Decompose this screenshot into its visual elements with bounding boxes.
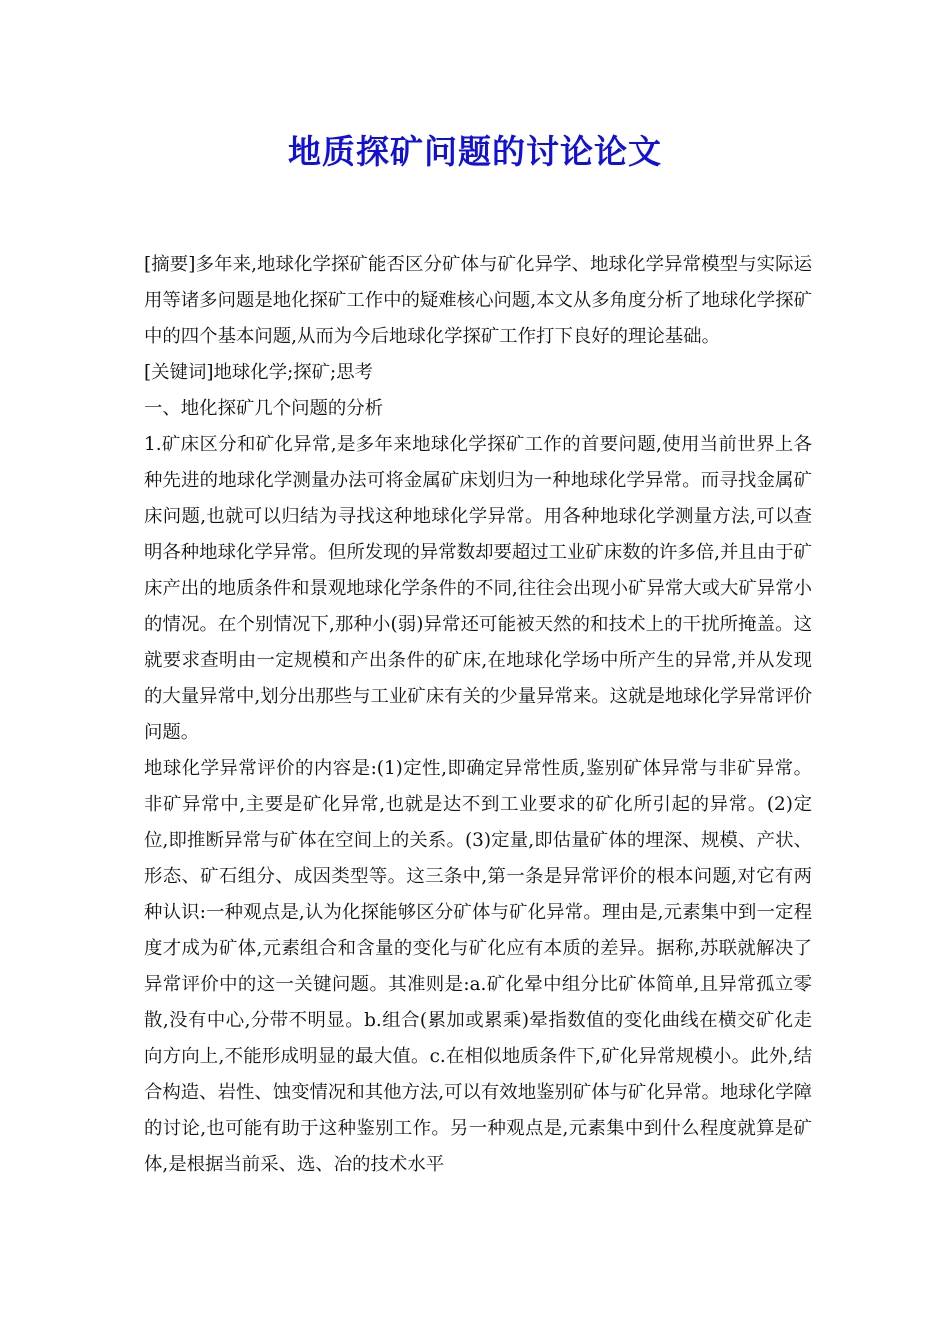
document-body [144, 247, 812, 1183]
body-paragraph: 地球化学异常评价的内容是:(1)定性,即确定异常性质,鉴别矿体异常与非矿异常。非矿异常中,主要是矿化异常,也就是达不到工业要求的矿化所引起的异常。(2)定位,即推断异常与矿体在空间上的关系。(3)定量,即估量矿体的埋深、规模、产状、形态、矿石组分、成因类型等。这三条中,第一条是异常评价的根本问题,对它有两种认识:一种观点是,认为化探能够区分矿体与矿化异常。理由是,元素集中到一定程度才成为矿体,元素组合和含量的变化与矿化应有本质的差异。据称,苏联就解决了异常评价中的这一关键问题。其准则是:a.矿化晕中组分比矿体简单,且异常孤立零散,没有中心,分带不明显。b.组合(累加或累乘)晕指数值的变化曲线在横交矿化走向方向上,不能形成明显的最大值。c.在相似地质条件下,矿化异常规模小。此外,结合构造、岩性、蚀变情况和其他方法,可以有效地鉴别矿体与矿化异常。地球化学障的讨论,也可能有助于这种鉴别工作。另一种观点是,元素集中到什么程度就算是矿体,是根据当前采、选、冶的技术水平 [144, 758, 812, 1175]
section-heading: 一、地化探矿几个问题的分析 [144, 398, 384, 419]
abstract-paragraph: [摘要]多年来,地球化学探矿能否区分矿体与矿化异学、地球化学异常模型与实际运用等诸多问题是地化探矿工作中的疑难核心问题,本文从多角度分析了地球化学探矿中的四个基本问题,从而为今后地球化学探矿工作打下良好的理论基础。 [144, 254, 812, 347]
body-paragraph: 1.矿床区分和矿化异常,是多年来地球化学探矿工作的首要问题,使用当前世界上各种先进的地球化学测量办法可将金属矿床划归为一种地球化学异常。而寻找金属矿床问题,也就可以归结为寻找这种地球化学异常。用各种地球化学测量方法,可以查明各种地球化学异常。但所发现的异常数却要超过工业矿床数的许多倍,并且由于矿床产出的地质条件和景观地球化学条件的不同,往往会出现小矿异常大或大矿异常小的情况。在个别情况下,那种小(弱)异常还可能被天然的和技术上的干扰所掩盖。这就要求查明由一定规模和产出条件的矿床,在地球化学场中所产生的异常,并从发现的大量异常中,划分出那些与工业矿床有关的少量异常来。这就是地球化学异常评价问题。 [144, 434, 812, 743]
keywords-paragraph: [关键词]地球化学;探矿;思考 [144, 362, 374, 383]
document-title: 地质探矿问题的讨论论文 [288, 132, 662, 171]
